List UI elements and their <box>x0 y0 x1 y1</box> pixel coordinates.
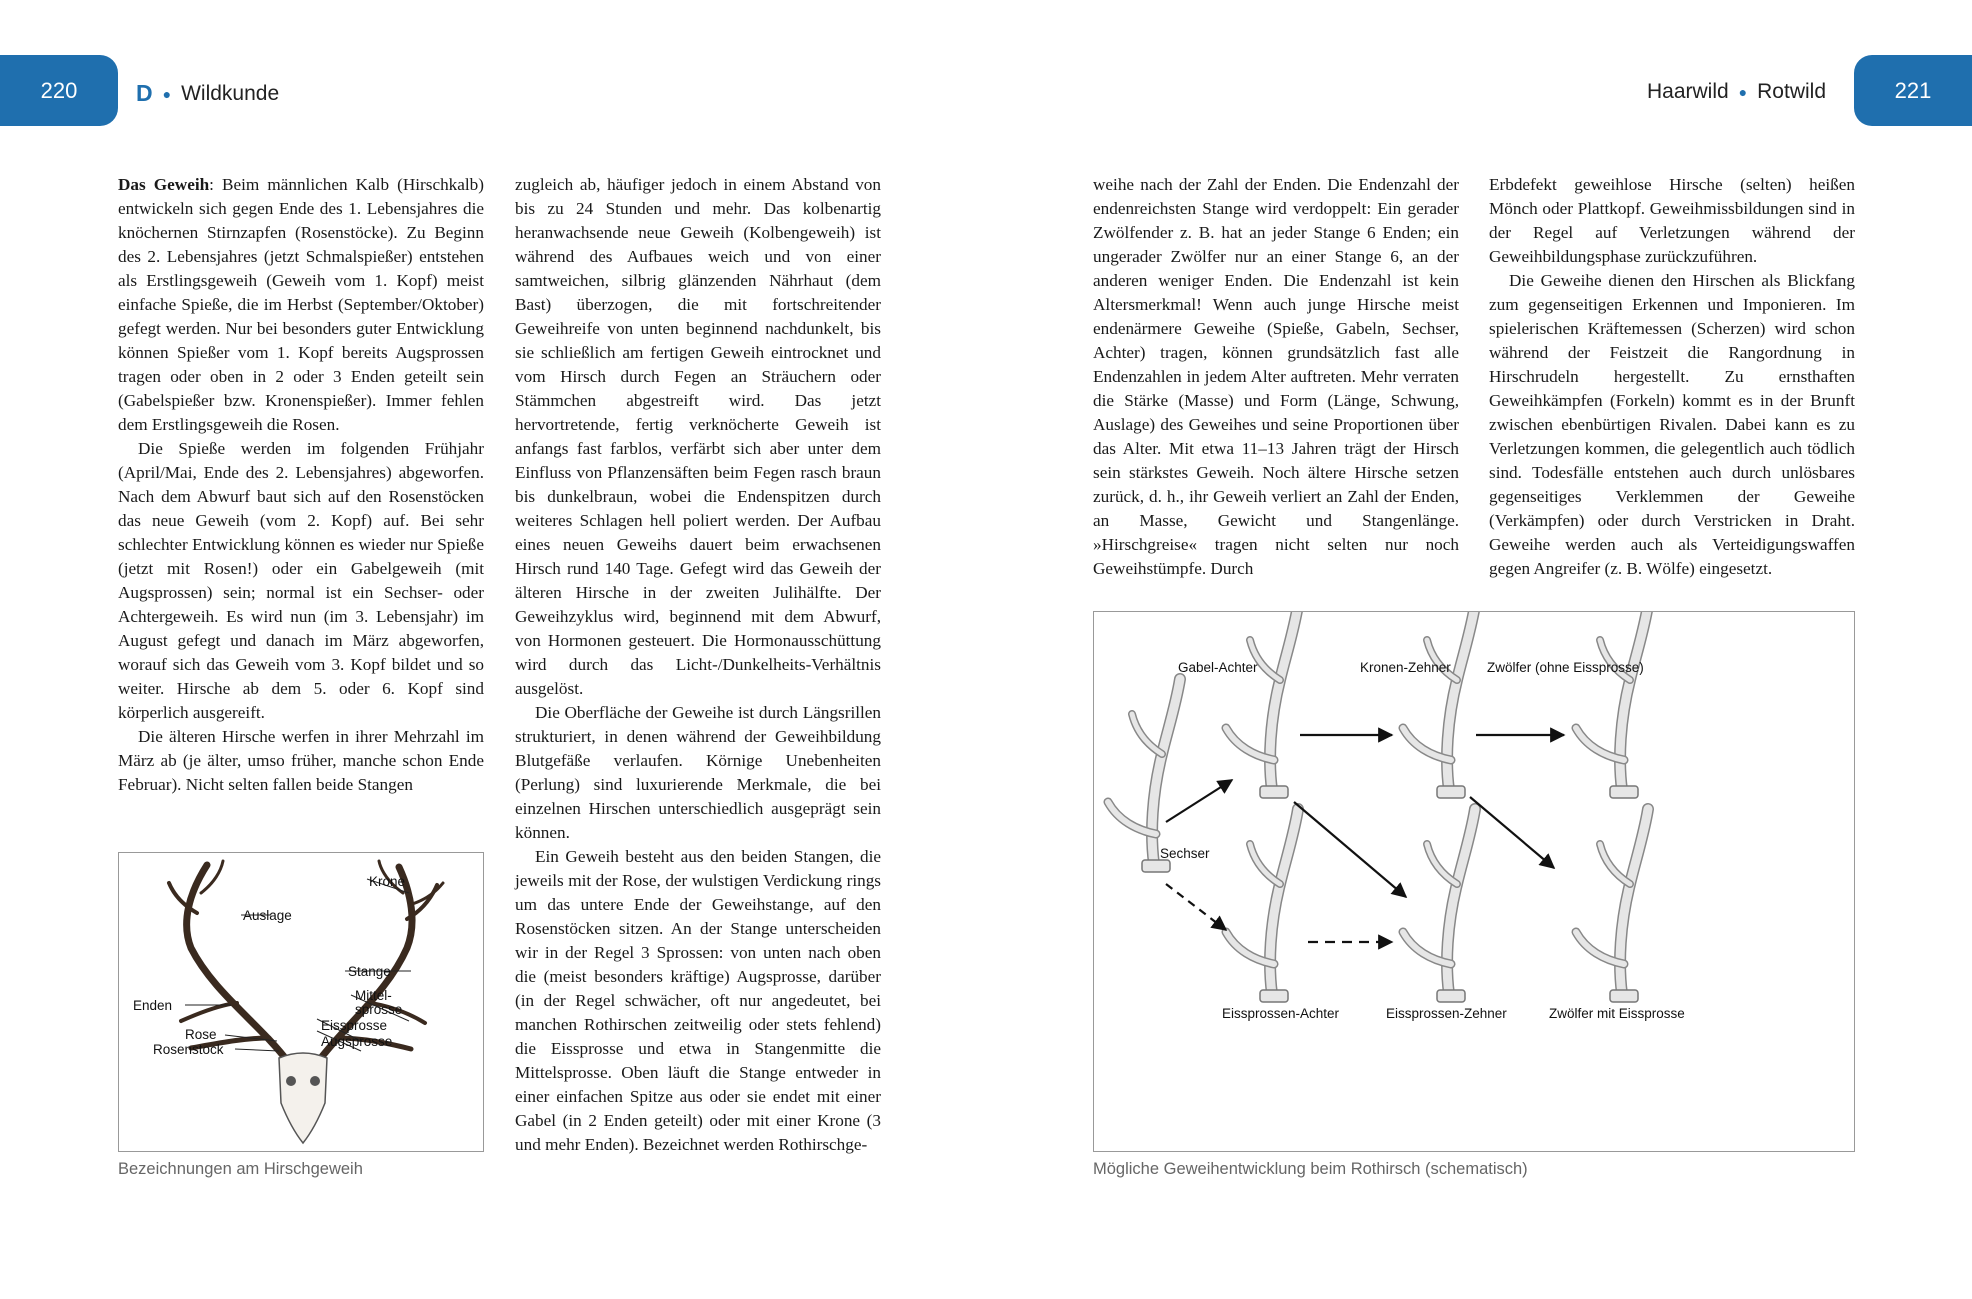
label-rose: Rose <box>185 1027 217 1042</box>
paragraph: Erbdefekt geweihlose Hirsche (selten) heißen Mönch oder Plattkopf. Geweihmissbildungen sind in der Regel auf Verletzungen während der Geweihbildungsphase zurückzuführen. <box>1489 175 1855 266</box>
subchapter-title: Rotwild <box>1757 80 1826 103</box>
arrow-sechser-eissprossen <box>1166 884 1226 930</box>
paragraph <box>118 173 484 437</box>
section-title: Wildkunde <box>181 81 280 105</box>
paragraph: Ein Geweih besteht aus den beiden Stangen, die jeweils mit der Rose, der wulstigen Verdickung rings um das untere Ende der Geweihstange, auf den Rosenstöcken sitzen. An der Stange unterscheiden wir in der Regel 3 Sprossen: von unten nach oben die (meist besonders kräftige) Augsprosse, darüber (in der Regel schwächer, oft nur angedeutet, bei manchen Rothirschen zeitweilig oder stets fehlend) die Eissprosse und etwa in Stangenmitte die Mittelsprosse. Oben läuft die Stange entweder in einer einfachen Spitze aus oder sie endet mit einer Gabel (in 2 Enden geteilt) oder mit einer Krone (3 und mehr Enden). Bezeichnet werden Rothirschge- <box>515 847 881 1154</box>
antler-gabel-achter <box>1226 612 1298 798</box>
label-krone: Krone <box>369 874 406 889</box>
arrow-kronen-zwoelfer-mit <box>1470 797 1554 868</box>
section-letter: D <box>136 80 153 106</box>
label-mittelsprosse-1: Mittel- <box>355 988 392 1003</box>
paragraph-text: : Beim männlichen Kalb (Hirschkalb) entwickeln sich gegen Ende des 1. Lebensjahres die knöchernen Stirnzapfen (Rosenstöcke). Zu Beginn des 2. Lebensjahres (jetzt Schmalspießer) entstehen als Erstlingsgeweih (Geweih vom 1. Kopf) meist einfache Spieße, die im Herbst (September/Oktober) gefegt werden. Nur bei besonders guter Entwicklung können Spießer vom 1. Kopf bereits Augsprossen tragen oder oben in 2 oder 3 Enden geteilt sein (Gabelspießer bzw. Kronenspießer). Immer fehlen dem Erstlingsgeweih die Rosen. <box>118 175 484 434</box>
antler-kronen-zehner <box>1403 612 1475 798</box>
paragraph: Die Oberfläche der Geweihe ist durch Längsrillen strukturiert, in denen während der Geweihbildung Blutgefäße verlaufen. Körnige Unebenheiten (Perlung) sind luxurierende Merkmale, die bei einzelnen Hirschen unterschiedlich ausgeprägt sein können. <box>515 703 881 842</box>
label-eissprossen-zehner: Eissprossen-Zehner <box>1386 1006 1507 1021</box>
left-page-number: 220 <box>0 55 118 126</box>
bullet-icon: ● <box>162 85 172 102</box>
label-eissprossen-achter: Eissprossen-Achter <box>1222 1006 1340 1021</box>
text-column-4 <box>1489 173 1855 581</box>
skull-shape <box>279 1053 327 1143</box>
label-mittelsprosse-2: sprosse <box>355 1002 403 1017</box>
paragraph: Die Geweihe dienen den Hirschen als Blickfang zum gegenseitigen Erkennen und Imponieren. Im spielerischen Kräftemessen (Scherzen) wird schon während der Feistzeit die Rangordnung in Hirschrudeln hergestellt. Zu ernsthaften Geweihkämpfen (Forkeln) kommt es in der Brunft zwischen ebenbürtigen Rivalen. Dabei kann es zu Verletzungen kommen, die gelegentlich auch tödlich sind. Todesfälle entstehen auch durch unlösbares gegenseitiges Verklemmen der Geweihe (Verkämpfen) oder durch Verstricken in Draht. Geweihe werden auch als Verteidigungswaffen gegen Angreifer (z. B. Wölfe) eingesetzt. <box>1489 271 1855 578</box>
label-zwoelfer-mit: Zwölfer mit Eissprosse <box>1549 1006 1685 1021</box>
paragraph: zugleich ab, häufiger jedoch in einem Abstand von bis zu 24 Stunden und mehr. Das kolbenartig heranwachsende neue Geweih (Kolbengeweih) ist während des Aufbaues weich und von einer samtweichen, silbrig glänzenden Nährhaut (dem Bast) überzogen, die mit fortschreitender Geweihreife von unten beginnend nachdunkelt, bis sie schließlich am fertigen Geweih eintrocknet und vom Hirsch durch Fegen an Sträuchern oder Stämmchen abgestreift wird. Das jetzt hervortretende, fertig verknöcherte Geweih ist anfangs fast farblos, verfärbt sich aber unter dem Einfluss von Pflanzensäften beim Fegen rasch braun bis dunkelbraun, wobei die Endenspitzen durch weiteres Schlagen hell poliert werden. Der Aufbau eines neuen Geweihs dauert beim erwachsenen Hirsch rund 140 Tage. Gefegt wird das Geweih der älteren Hirsche in der zweiten Julihälfte. Der Geweihzyklus wird, beginnend mit dem Abwurf, von Hormonen gesteuert. Die Hormonausschüttung wird durch das Licht-/Dunkelheits-Verhältnis ausgelöst. <box>515 175 881 698</box>
paragraph: Die älteren Hirsche werfen in ihrer Mehrzahl im März ab (je älter, umso früher, manche schon Ende Februar). Nicht selten fallen beide Stangen <box>118 727 484 794</box>
paragraph: Die Spieße werden im folgenden Frühjahr (April/Mai, Ende des 2. Lebensjahres) abgeworfen. Nach dem Abwurf baut sich auf den Rosenstöcken das neue Geweih (vom 2. Kopf) auf. Bei sehr schlechter Entwicklung können es wieder nur Spieße (jetzt mit Rosen!) oder ein Gabelgeweih (mit Augsprossen) sein; normal ist ein Sechser- oder Achtergeweih. Es wird nun (im 3. Lebensjahr) im August gefegt und danach im März abgeworfen, worauf sich das Geweih vom 3. Kopf bildet und so weiter. Hirsche ab dem 5. oder 6. Kopf sind körperlich ausgereift. <box>118 439 484 722</box>
label-stange: Stange <box>348 964 391 979</box>
right-page-number: 221 <box>1854 55 1972 126</box>
label-auslage: Auslage <box>243 908 292 923</box>
label-kronen-zehner: Kronen-Zehner <box>1360 660 1451 675</box>
label-sechser: Sechser <box>1160 846 1210 861</box>
text-column-1 <box>118 173 484 797</box>
antler-zwoelfer-mit <box>1576 809 1648 1002</box>
paragraph: weihe nach der Zahl der Enden. Die Endenzahl der endenreichsten Stange wird verdoppelt: Ein gerader Zwölfender z. B. hat an jeder Stange 6 Enden; ein ungerader Zwölfer nur an einer Stange 6, an der anderen weniger Enden. Die Endenzahl ist kein Altersmerkmal! Wenn auch junge Hirsche meist endenärmere Geweihe (Spieße, Gabeln, Sechser, Achter) tragen, können grundsätzlich fast alle Endenzahlen in jedem Alter auftreten. Mehr verraten die Stärke (Masse) und Form (Länge, Schwung, Auslage) des Geweihes und seine Proportionen über das Alter. Mit etwa 11–13 Jahren trägt der Hirsch sein stärkstes Geweih. Noch ältere Hirsche setzen zurück, d. h., ihr Geweih verliert an Zahl der Enden, an Masse, Gewicht und Stangenlänge. »Hirschgreise« tragen nicht selten nur noch Geweihstümpfe. Durch <box>1093 175 1459 578</box>
label-rosenstock: Rosenstock <box>153 1042 224 1057</box>
antler-sechser <box>1108 679 1180 872</box>
label-zwoelfer-ohne: Zwölfer (ohne Eissprosse) <box>1487 660 1644 675</box>
label-augsprosse: Augsprosse <box>321 1034 393 1049</box>
antler-zwoelfer-ohne <box>1576 612 1648 798</box>
label-gabel-achter: Gabel-Achter <box>1178 660 1258 675</box>
antler-eissprossen-zehner <box>1403 809 1475 1002</box>
development-diagram <box>1094 612 1854 1151</box>
figure-1-caption: Bezeichnungen am Hirschgeweih <box>118 1160 363 1178</box>
right-running-head <box>1647 80 1826 104</box>
arrow-sechser-gabel <box>1166 780 1232 822</box>
lead-term: Das Geweih <box>118 175 210 194</box>
chapter-title: Haarwild <box>1646 80 1729 103</box>
figure-2-caption: Mögliche Geweihentwicklung beim Rothirsch (schematisch) <box>1093 1160 1528 1178</box>
arrow-gabel-eissprossen-zehner <box>1294 802 1406 897</box>
antler-eissprossen-achter <box>1226 809 1298 1002</box>
antler-development-figure <box>1093 611 1855 1152</box>
text-column-2 <box>515 173 881 1157</box>
bullet-icon: ● <box>1738 84 1748 100</box>
label-eissprosse: Eissprosse <box>321 1018 388 1033</box>
text-column-3 <box>1093 173 1459 581</box>
left-running-head <box>136 80 279 107</box>
antler-illustration <box>119 853 483 1151</box>
label-enden: Enden <box>133 998 173 1013</box>
antler-terminology-figure <box>118 852 484 1152</box>
